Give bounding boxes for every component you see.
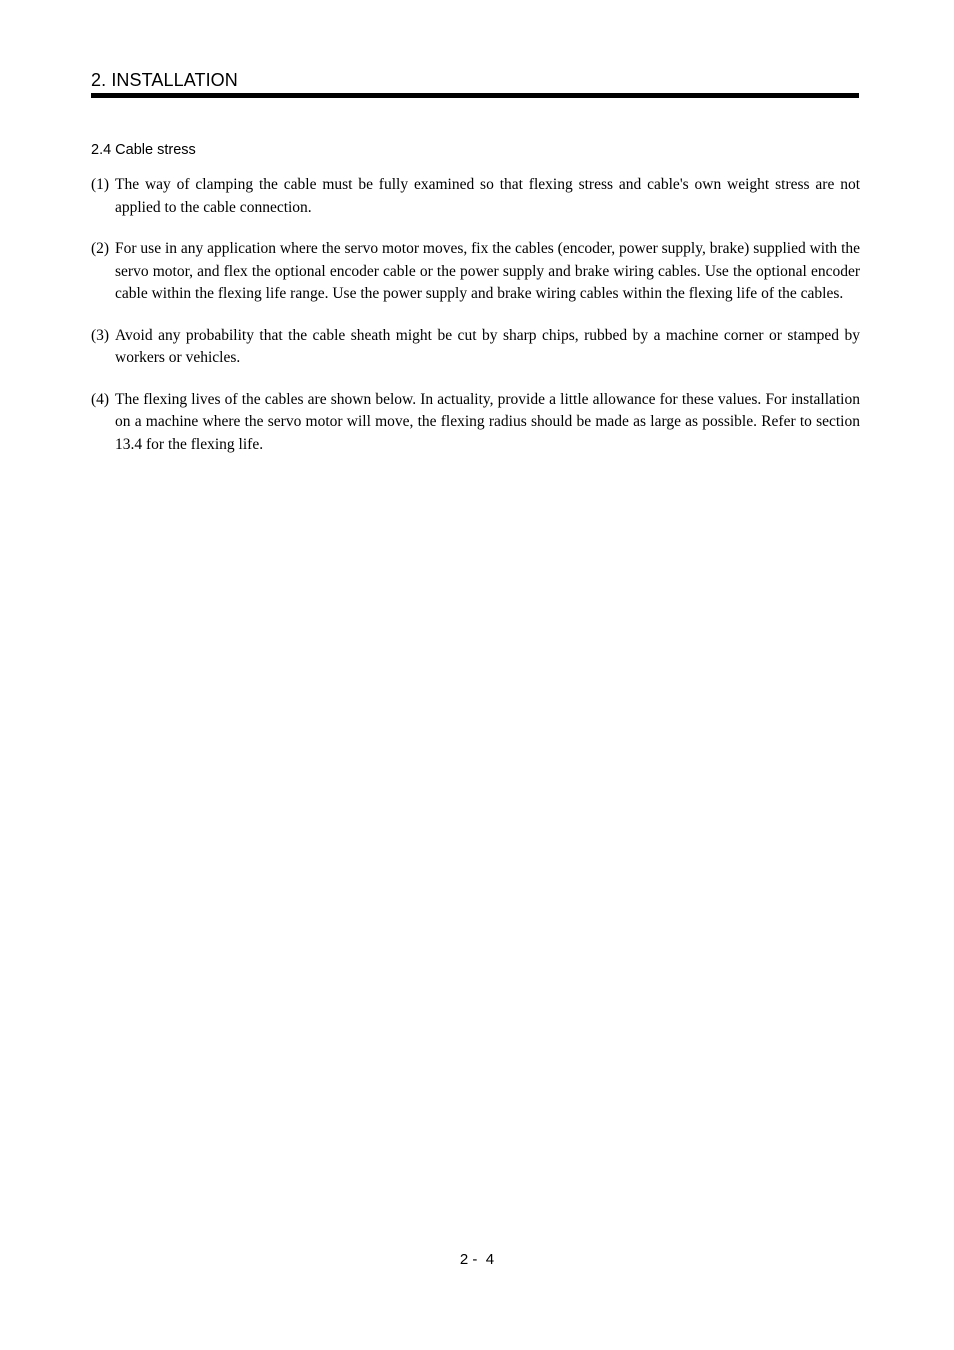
item-number: (3) [91,326,110,344]
item-text: The way of clamping the cable must be fully examined so that flexing stress and cable's own weight stress are not applied to the cable connection. [115,176,860,216]
chapter-header: 2. INSTALLATION [91,70,238,90]
item-text: Avoid any probability that the cable sheath might be cut by sharp chips, rubbed by a machine corner or stamped by workers or vehicles. [115,326,860,366]
list-item-1 [91,174,860,219]
section-title: 2.4 Cable stress [91,142,196,158]
item-text: For use in any application where the servo motor moves, fix the cables (encoder, power supply, brake) supplied with the servo motor, and flex the optional encoder cable or the power supply and brake wiring cables. Use the optional encoder cable within the flexing life range. Use the power supply and brake wiring cables within the flexing life of the cables. [115,240,860,302]
item-list [91,174,860,475]
page-number: 2 - 4 [459,1251,495,1268]
item-number: (1) [91,176,110,193]
list-item-3 [91,325,860,370]
item-number: (4) [91,390,110,408]
header-rule [91,93,859,98]
list-item-2 [91,238,860,306]
item-number: (2) [91,240,110,257]
list-item-4 [91,389,860,457]
item-text: The flexing lives of the cables are shown below. In actuality, provide a little allowance for these values. For installation on a machine where the servo motor will move, the flexing radius should be made as large as possible. Refer to section 13.4 for the flexing life. [115,390,860,453]
